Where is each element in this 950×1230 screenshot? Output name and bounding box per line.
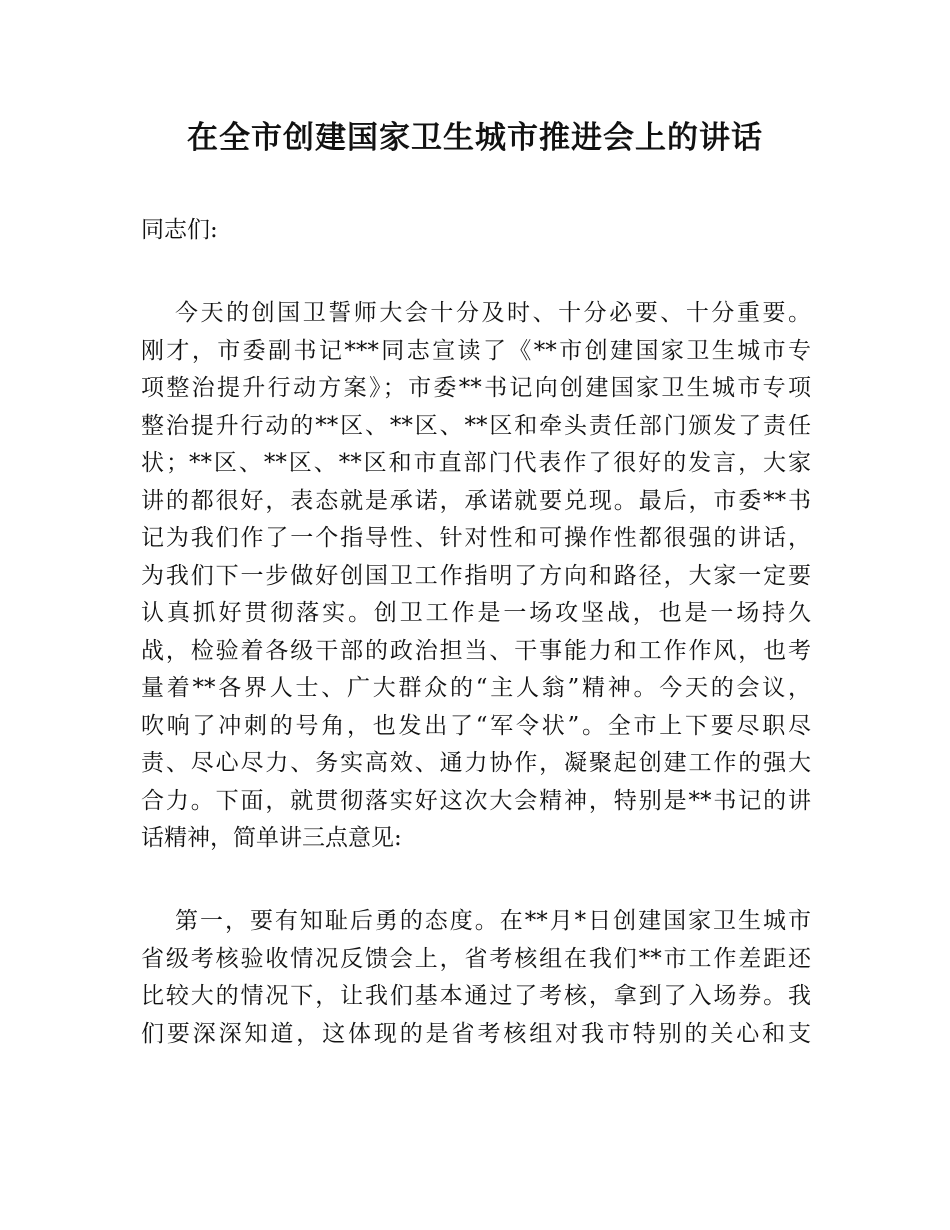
text-line: 整治提升行动的**区、**区、**区和牵头责任部门颁发了责任 [141,412,811,439]
text-line: 比较大的情况下，让我们基本通过了考核，拿到了入场券。我 [141,983,811,1009]
text-line: 省级考核验收情况反馈会上，省考核组在我们**市工作差距还 [141,945,811,972]
text-line: 责、尽心尽力、务实高效、通力协作，凝聚起创建工作的强大 [141,750,811,776]
text-line: 今天的创国卫誓师大会十分及时、十分必要、十分重要。 [175,300,811,326]
text-line: 量着**各界人士、广大群众的“主人翁”精神。今天的会议， [141,675,811,701]
paragraph [141,903,811,1053]
document-body [141,212,811,1053]
text-line: 刚才，市委副书记***同志宣读了《**市创建国家卫生城市专 [141,337,811,364]
text-line: 们要深深知道，这体现的是省考核组对我市特别的关心和支 [141,1020,811,1047]
text-line: 话精神，简单讲三点意见: [141,825,402,851]
text-line: 讲的都很好，表态就是承诺，承诺就要兑现。最后，市委**书 [141,487,811,514]
text-line: 为我们下一步做好创国卫工作指明了方向和路径，大家一定要 [141,562,811,589]
text-line: 认真抓好贯彻落实。创卫工作是一场攻坚战，也是一场持久 [141,600,811,626]
paragraph [141,295,811,858]
text-line: 项整治提升行动方案》；市委**书记向创建国家卫生城市专项 [141,375,811,401]
text-line: 记为我们作了一个指导性、针对性和可操作性都很强的讲话， [141,525,811,551]
text-line: 第一，要有知耻后勇的态度。在**月*日创建国家卫生城市 [175,908,811,934]
text-line: 吹响了冲刺的号角，也发出了“军令状”。全市上下要尽职尽 [141,712,811,739]
document-title: 在全市创建国家卫生城市推进会上的讲话 [187,120,763,156]
text-line: 合力。下面，就贯彻落实好这次大会精神，特别是**书记的讲 [141,787,811,814]
salutation: 同志们: [141,217,218,243]
text-line: 状；**区、**区、**区和市直部门代表作了很好的发言，大家 [141,450,811,476]
text-line: 战，检验着各级干部的政治担当、干事能力和工作作风，也考 [141,637,811,664]
